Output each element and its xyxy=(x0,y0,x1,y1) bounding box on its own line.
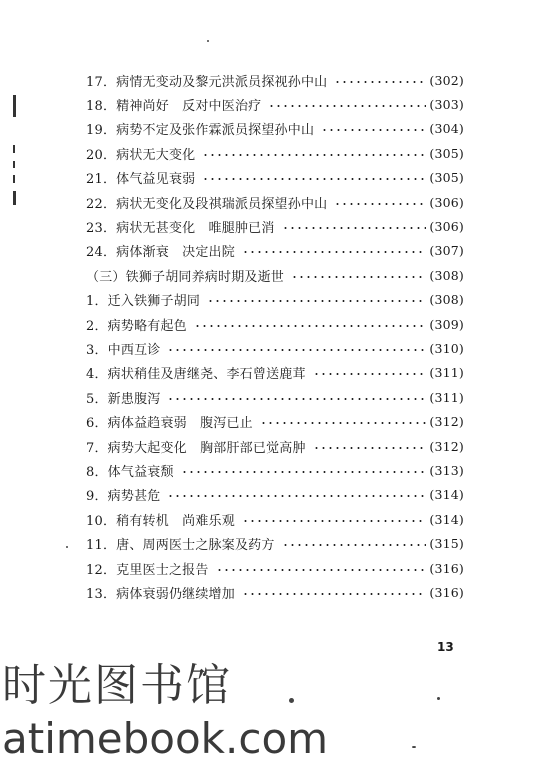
toc-entry-title: 17．病情无变动及黎元洪派员探视孙中山 xyxy=(86,74,328,90)
toc-entry-page: (312) xyxy=(429,438,464,454)
toc-entry xyxy=(86,117,464,141)
toc-entry-page: (302) xyxy=(429,72,464,88)
dot-leader xyxy=(202,154,426,156)
dot-leader xyxy=(242,520,426,522)
toc-entry xyxy=(86,336,464,360)
toc-entry-title: 24．病体渐衰 决定出院 xyxy=(86,245,235,261)
toc-entry-title: 22．病状无变化及段祺瑞派员探望孙中山 xyxy=(86,196,328,212)
toc-entry xyxy=(86,68,464,92)
toc-entry xyxy=(86,531,464,555)
toc-entry xyxy=(86,92,464,116)
toc-entry xyxy=(86,483,464,507)
dot-leader xyxy=(167,398,426,400)
watermark-url: atimebook.com xyxy=(2,714,329,763)
toc-entry-title: 5．新患腹泻 xyxy=(86,391,161,407)
toc-entry-page: (316) xyxy=(429,560,464,576)
toc-entry-page: (305) xyxy=(429,145,464,161)
toc-entry xyxy=(86,288,464,312)
dot-leader xyxy=(260,422,427,424)
toc-entry xyxy=(86,580,464,604)
dot-leader xyxy=(242,251,426,253)
toc-entry-page: (304) xyxy=(429,121,464,137)
toc-entry-title: 21．体气益见衰弱 xyxy=(86,172,196,188)
dot-leader xyxy=(207,300,426,302)
toc-entry xyxy=(86,458,464,482)
toc-entry xyxy=(86,214,464,238)
dot-leader xyxy=(282,227,427,229)
toc-entry xyxy=(86,141,464,165)
toc-entry-title: 2．病势略有起色 xyxy=(86,318,187,334)
toc-entry-page: (306) xyxy=(429,219,464,235)
toc-entry xyxy=(86,312,464,336)
toc-entry-page: (314) xyxy=(429,511,464,527)
toc-entry-title: 4．病状稍佳及唐继尧、李石曾送鹿茸 xyxy=(86,367,306,383)
toc-entry xyxy=(86,190,464,214)
dot-leader xyxy=(216,569,427,571)
watermark xyxy=(0,660,534,768)
watermark-chinese: 时光图书馆 xyxy=(2,660,232,711)
toc-entry-title: 10．稍有转机 尚难乐观 xyxy=(86,513,235,529)
toc-entry-page: (306) xyxy=(429,194,464,210)
toc-entry-page: (310) xyxy=(429,340,464,356)
dot-leader xyxy=(321,129,426,131)
toc-entry xyxy=(86,239,464,263)
dot-leader xyxy=(282,544,427,546)
toc-entry-page: (311) xyxy=(429,389,464,405)
toc-entry xyxy=(86,263,464,287)
table-of-contents xyxy=(86,68,464,605)
page-number: 13 xyxy=(437,640,454,654)
dot-leader xyxy=(202,178,426,180)
toc-entry-page: (308) xyxy=(429,292,464,308)
toc-entry xyxy=(86,556,464,580)
dot-leader xyxy=(313,447,427,449)
dot-leader xyxy=(291,276,426,278)
toc-entry xyxy=(86,385,464,409)
toc-entry-page: (315) xyxy=(429,536,464,552)
toc-entry-page: (307) xyxy=(429,243,464,259)
dot-leader xyxy=(334,81,426,83)
toc-entry xyxy=(86,507,464,531)
toc-entry-page: (311) xyxy=(429,365,464,381)
dot-leader xyxy=(334,203,426,205)
dot-leader xyxy=(194,325,427,327)
dot-leader xyxy=(242,593,426,595)
toc-entry-title: 9．病势甚危 xyxy=(86,489,161,505)
toc-entry-title: 18．精神尚好 反对中医治疗 xyxy=(86,99,262,115)
binding-marks xyxy=(13,95,21,215)
dot-leader xyxy=(167,495,426,497)
toc-entry-page: (312) xyxy=(429,414,464,430)
toc-entry-page: (313) xyxy=(429,462,464,478)
toc-entry-page: (309) xyxy=(429,316,464,332)
toc-entry xyxy=(86,166,464,190)
toc-entry-title: 20．病状无大变化 xyxy=(86,147,196,163)
toc-entry-title: 7．病势大起变化 胸部肝部已觉高肿 xyxy=(86,440,306,456)
toc-entry-title: 1．迁入铁狮子胡同 xyxy=(86,294,201,310)
dot-leader xyxy=(268,105,426,107)
toc-entry xyxy=(86,434,464,458)
toc-entry-title: 6．病体益趋衰弱 腹泻已止 xyxy=(86,416,253,432)
toc-entry-title: 12．克里医士之报告 xyxy=(86,562,209,578)
toc-entry-title: 8．体气益衰颓 xyxy=(86,464,174,480)
toc-entry-page: (316) xyxy=(429,584,464,600)
toc-entry-title: 11．唐、周两医士之脉案及药方 xyxy=(86,538,275,554)
toc-entry-page: (308) xyxy=(429,267,464,283)
toc-entry xyxy=(86,361,464,385)
toc-entry-page: (314) xyxy=(429,487,464,503)
dot-leader xyxy=(167,349,426,351)
toc-entry-title: 23．病状无甚变化 唯腿肿已消 xyxy=(86,221,275,237)
toc-entry xyxy=(86,409,464,433)
toc-entry-title: 3．中西互诊 xyxy=(86,342,161,358)
dot-leader xyxy=(313,373,427,375)
dot-leader xyxy=(181,471,427,473)
toc-entry-title: 13．病体衰弱仍继续增加 xyxy=(86,586,235,602)
toc-entry-page: (305) xyxy=(429,170,464,186)
toc-entry-title: 19．病势不定及张作霖派员探望孙中山 xyxy=(86,123,315,139)
toc-entry-page: (303) xyxy=(429,97,464,113)
toc-entry-title: （三）铁狮子胡同养病时期及逝世 xyxy=(86,269,285,285)
